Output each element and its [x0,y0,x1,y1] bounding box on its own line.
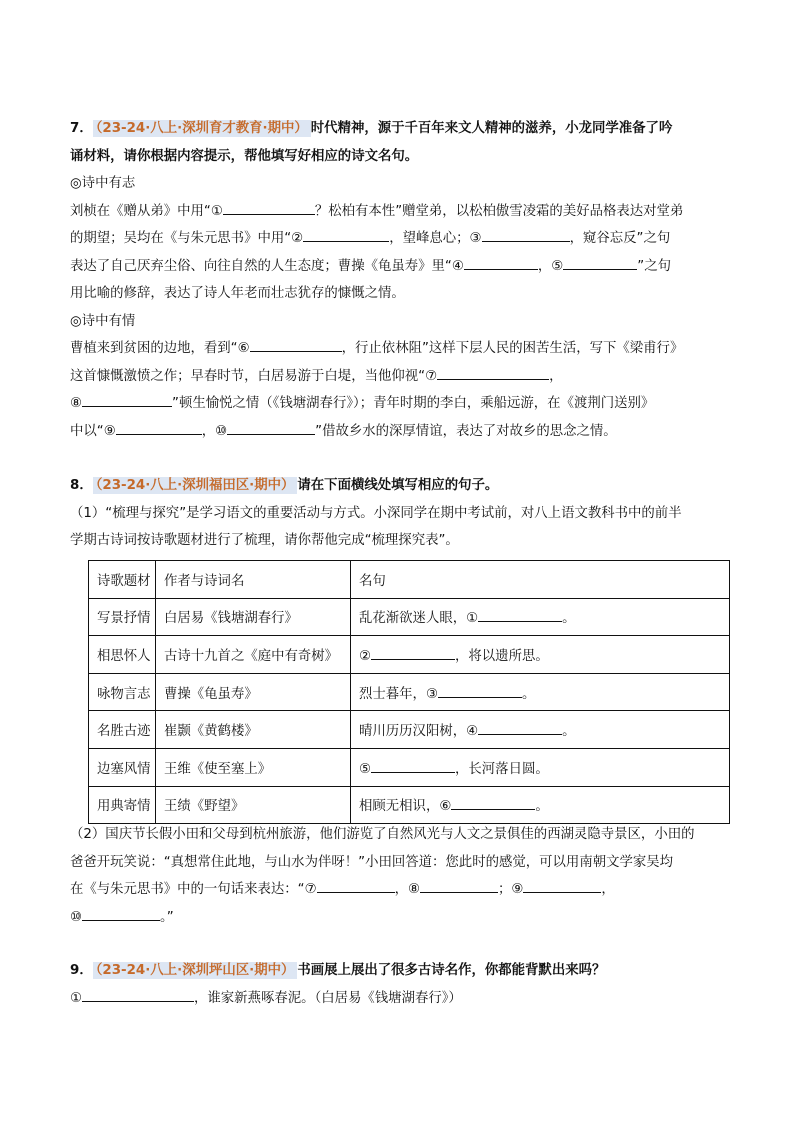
work-cell: 曹操《龟虽寿》 [156,673,351,711]
table-header-row [89,561,730,599]
question-8-part-2 [70,821,730,931]
text-span: 晴川历历汉阳树，④ [359,724,479,740]
text-span: ，⑩ [201,423,228,439]
text-span: ”借故乡水的深厚情谊，表达了对故乡的思念之情。 [315,423,617,439]
blank-q8-9[interactable] [523,878,601,893]
text-span: ，望峰息心；③ [389,231,482,246]
text-span: ，⑧ [394,882,420,897]
review-table [88,560,730,824]
question-7 [70,115,730,445]
blank-4[interactable] [464,255,538,270]
text-line [70,390,730,418]
blank-2[interactable] [303,227,389,242]
text-span: ”之句 [637,258,672,274]
theme-cell: 咏物言志 [89,673,156,711]
text-span: ，窥谷忘反”之句 [569,231,671,246]
question-number: 7． [70,121,93,136]
text-line [70,904,730,932]
table-row [89,786,730,824]
verse-cell [351,598,730,636]
blank-t3[interactable] [438,683,522,698]
text-line: （1）“梳理与探究”是学习语文的重要活动与方式。小深同学在期中考试前，对八上语文教科书中的前半 [70,505,682,521]
blank-t2[interactable] [371,645,455,660]
source-tag: （23-24·八上·深圳育才教育·期中） [93,120,311,137]
text-span: ”顿生愉悦之情（《钱塘湖春行》）；青年时期的李白，乘船远游，在《渡荆门送别》 [172,396,655,411]
text-span: ⑧ [70,396,83,411]
work-cell: 白居易《钱塘湖春行》 [156,598,351,636]
blank-1[interactable] [223,200,315,215]
blank-q8-7[interactable] [317,878,395,893]
text-span: ⑩ [70,909,83,925]
theme-cell: 写景抒情 [89,598,156,636]
blank-3[interactable] [482,227,570,242]
theme-cell: 用典寄情 [89,786,156,824]
text-span: ；⑨ [498,882,524,897]
table-header: 诗歌题材 [89,561,156,599]
text-span: 中以“⑨ [70,423,116,439]
q9-prompt-line [70,957,730,985]
text-line: 用比喻的修辞，表达了诗人年老而壮志犹存的慷慨之情。 [70,286,405,301]
text-span: ，行止依林阻”这样下层人民的困苦生活，写下《梁甫行》 [341,341,684,356]
verse-cell [351,711,730,749]
work-cell: 王绩《野望》 [156,786,351,824]
text-span: ，谁家新燕啄春泥。（白居易《钱塘湖春行》） [194,990,462,1006]
text-span: ， [549,368,563,384]
table-header: 作者与诗词名 [156,561,351,599]
text-span: ，将以遗所思。 [455,648,549,664]
text-span: ， [601,882,615,897]
text-line [70,985,730,1013]
text-line [70,253,730,281]
table-row [89,598,730,636]
text-span: ？松柏有本性”赠堂弟，以松柏傲雪凌霜的美好品格表达对堂弟 [314,203,684,219]
table-row [89,636,730,674]
theme-cell: 边塞风情 [89,748,156,786]
text-span: ，长河落日圆。 [455,761,549,777]
text-line [70,198,730,226]
question-8 [70,472,730,555]
blank-5[interactable] [563,255,637,270]
q8-prompt-line [70,472,730,500]
text-span: ，⑤ [537,258,564,274]
text-span: 表达了自己厌弃尘俗、向往自然的人生态度；曹操《龟虽寿》里“④ [70,258,464,274]
text-line: 学期古诗词按诗歌题材进行了梳理，请你帮他完成“梳理探究表”。 [70,533,459,548]
table-row [89,711,730,749]
theme-cell: 名胜古迹 [89,711,156,749]
work-cell: 古诗十九首之《庭中有奇树》 [156,636,351,674]
section-title: ◎诗中有情 [70,313,136,329]
table-header: 名句 [351,561,730,599]
text-span: 。 [562,611,576,627]
text-span: 。 [521,686,536,702]
theme-cell: 相思怀人 [89,636,156,674]
text-line [70,225,730,253]
text-span: 乱花渐欲迷人眼，① [359,611,479,627]
q7-prompt-line-2: 诵材料，请你根据内容提示，帮他填写好相应的诗文名句。 [70,148,419,164]
blank-9[interactable] [116,420,202,435]
text-line [70,335,730,363]
question-number: 8． [70,478,93,493]
work-cell: 王维《使至塞上》 [156,748,351,786]
text-span: ② [359,648,372,664]
text-span: 烈士暮年，③ [359,686,438,702]
verse-cell [351,636,730,674]
text-span: 刘桢在《赠从弟》中用“① [70,203,223,219]
blank-8[interactable] [82,392,172,407]
section-title: ◎诗中有志 [70,176,136,191]
text-span: 。 [562,724,576,740]
question-number: 9． [70,963,93,978]
q7-prompt-line-1 [70,115,730,143]
blank-t4[interactable] [478,720,562,735]
text-line [70,363,730,391]
text-span: 这首慷慨激愤之作；早春时节，白居易游于白堤，当他仰视“⑦ [70,368,438,384]
text-span: ⑤ [359,761,372,777]
table-row [89,748,730,786]
text-span: 。 [535,799,549,815]
text-span: 曹植来到贫困的边地，看到“⑥ [70,341,250,356]
work-cell: 崔颢《黄鹤楼》 [156,711,351,749]
blank-7[interactable] [437,365,549,380]
text-line: （2）国庆节长假小田和父母到杭州旅游，他们游览了自然风光与人文之景俱佳的西湖灵隐寺景区，小田的 [70,827,695,842]
text-line: 爸爸开玩笑说：“真想常住此地，与山水为伴呀！”小田回答道：您此时的感觉，可以用南朝文学家吴均 [70,854,674,870]
text-span: ① [70,990,83,1006]
blank-q9-1[interactable] [82,987,194,1002]
text-span: 的期望；吴均在《与朱元思书》中用“② [70,231,304,246]
blank-q8-8[interactable] [420,878,498,893]
blank-6[interactable] [250,337,342,352]
verse-cell [351,786,730,824]
text-span: 相顾无相识，⑥ [359,799,452,815]
question-prompt: 时代精神，源于千百年来文人精神的滋养，小龙同学准备了吟 [310,121,673,136]
text-line [70,418,730,446]
text-line [70,876,730,904]
question-9 [70,957,730,1012]
source-tag: （23-24·八上·深圳坪山区·期中） [93,962,298,979]
table-row [89,673,730,711]
verse-cell [351,673,730,711]
blank-q8-10[interactable] [82,906,160,921]
blank-10[interactable] [227,420,315,435]
blank-t6[interactable] [451,795,535,810]
verse-cell [351,748,730,786]
text-span: 在《与朱元思书》中的一句话来表达：“⑦ [70,882,317,897]
source-tag: （23-24·八上·深圳福田区·期中） [93,477,298,494]
blank-t5[interactable] [371,758,455,773]
question-prompt: 请在下面横线处填写相应的句子。 [297,478,499,493]
text-span: 。” [160,909,174,925]
blank-t1[interactable] [478,607,562,622]
question-prompt: 书画展上展出了很多古诗名作，你都能背默出来吗？ [297,963,606,978]
